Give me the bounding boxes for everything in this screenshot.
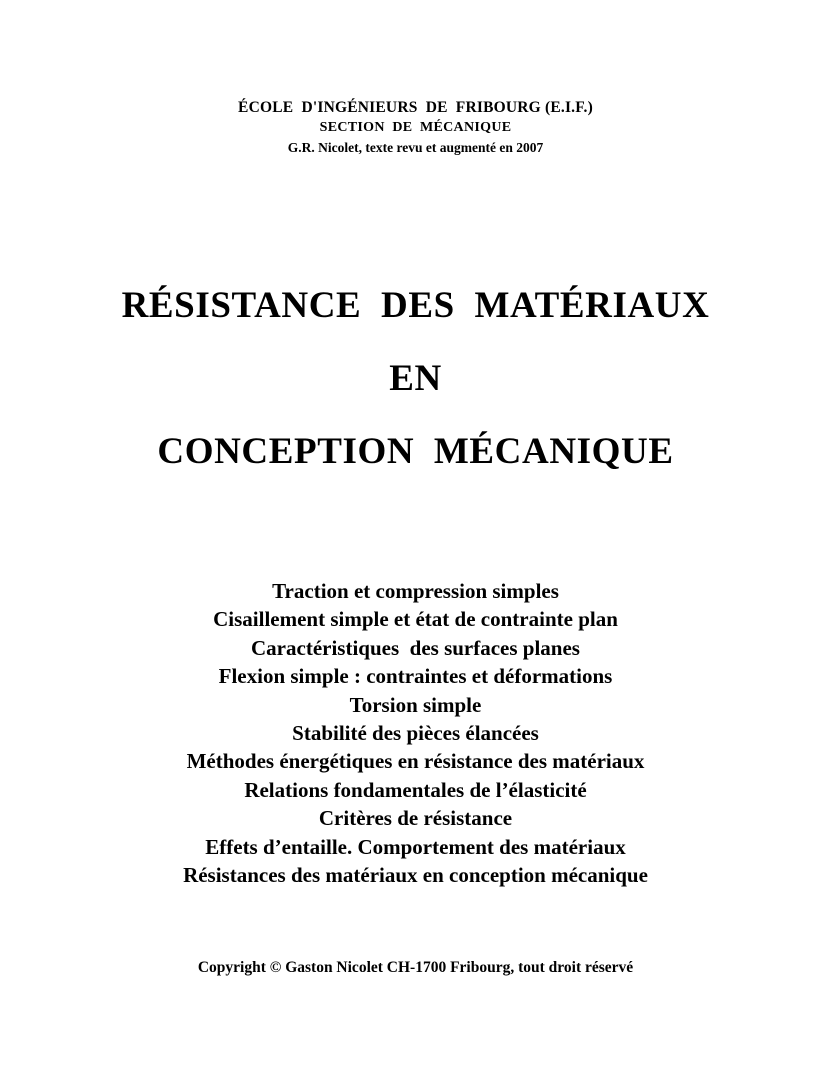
document-title (0, 287, 831, 506)
topics-list (0, 577, 831, 889)
topic-item: Résistances des matériaux en conception mécanique (183, 863, 648, 888)
section-name: SECTION DE MÉCANIQUE (319, 120, 512, 135)
topic-item: Caractéristiques des surfaces planes (251, 635, 580, 660)
topic-item: Flexion simple : contraintes et déformations (218, 664, 613, 689)
title-line-1: RÉSISTANCE DES MATÉRIAUX (121, 285, 710, 326)
topic-item: Méthodes énergétiques en résistance des matériaux (186, 749, 645, 774)
copyright-notice: Copyright © Gaston Nicolet CH-1700 Fribourg, tout droit réservé (197, 959, 634, 976)
title-line-3: CONCEPTION MÉCANIQUE (157, 431, 674, 472)
topic-item: Torsion simple (349, 692, 482, 717)
topic-item: Stabilité des pièces élancées (292, 721, 539, 746)
topic-item: Traction et compression simples (272, 579, 559, 603)
topic-item: Effets d’entaille. Comportement des matériaux (205, 834, 626, 859)
topic-item: Critères de résistance (318, 806, 513, 831)
topic-item: Cisaillement simple et état de contrainte plan (213, 607, 618, 632)
title-line-2: EN (389, 358, 442, 399)
topic-item: Relations fondamentales de l’élasticité (244, 777, 587, 802)
document-header (0, 98, 831, 158)
author-note: G.R. Nicolet, texte revu et augmenté en 2007 (287, 140, 544, 155)
school-name: ÉCOLE D'INGÉNIEURS DE FRIBOURG (E.I.F.) (238, 99, 593, 116)
